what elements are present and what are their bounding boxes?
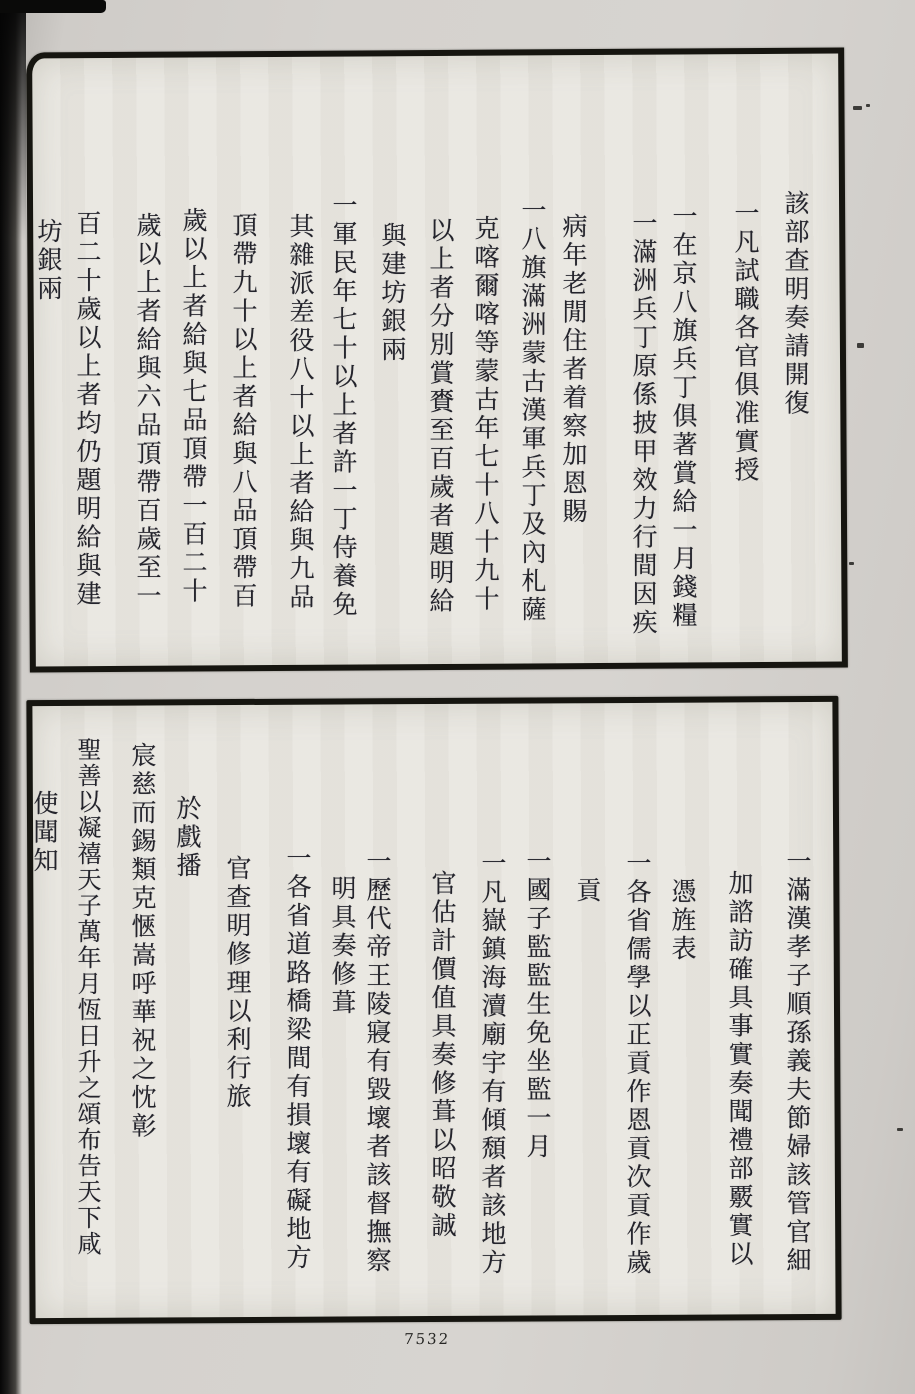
text-column: 一凡試職各官俱准實授 [731, 200, 760, 485]
text-column: 歲以上者給與六品頂帶百歲至一 [133, 212, 162, 611]
text-column: 一滿洲兵丁原係披甲效力行間因疾 [629, 210, 658, 638]
text-column: 百二十歲以上者均仍題明給與建 [73, 210, 102, 609]
text-column: 坊銀兩 [34, 218, 63, 304]
text-column: 頂帶九十以上者給與八品頂帶百 [229, 212, 258, 611]
text-column: 該部查明奏請開復 [781, 190, 810, 418]
text-column: 官估計價值具奏修葺以昭敬誠 [428, 870, 457, 1241]
text-column: 一各省儒學以正貢作恩貢次貢作歲 [623, 850, 652, 1278]
page-number: 7532 [403, 1330, 451, 1348]
text-column: 憑旌表 [668, 878, 697, 964]
text-column: 使聞知 [30, 790, 59, 876]
text-column: 明具奏修葺 [328, 875, 357, 1018]
text-column: 聖善以凝禧天子萬年月恆日升之頌布告天下咸 [73, 737, 101, 1257]
text-column: 一凡嶽鎮海瀆廟宇有傾頹者該地方 [478, 850, 507, 1278]
text-column: 一軍民年七十以上者許一丁侍養免 [329, 192, 358, 620]
text-column: 與建坊銀兩 [378, 222, 407, 365]
scan-speck [857, 343, 864, 348]
text-column: 克喀爾喀等蒙古年七十八十九十 [471, 215, 500, 614]
text-column: 貢 [573, 877, 602, 906]
text-column: 一歷代帝王陵寢有毀壞者該督撫察 [363, 848, 392, 1276]
text-column: 一各省道路橋梁間有損壞有礙地方 [283, 845, 312, 1273]
scan-speck [853, 106, 862, 110]
scan-speck [849, 562, 854, 565]
text-column: 宸慈而錫類克愜嵩呼華祝之忱彰 [128, 742, 157, 1141]
scan-speck [897, 1128, 903, 1131]
text-column: 其雜派差役八十以上者給與九品 [286, 213, 315, 612]
text-column: 官查明修理以利行旅 [223, 855, 252, 1112]
scan-speck [866, 104, 870, 107]
text-column: 一國子監監生免坐監一月 [523, 848, 552, 1162]
text-column: 以上者分別賞賚至百歲者題明給 [426, 217, 455, 616]
text-column: 一在京八旗兵丁俱著賞給一月錢糧 [669, 203, 698, 631]
text-column: 一八旗滿洲蒙古漢軍兵丁及內札薩 [518, 197, 547, 625]
text-column: 一滿漢孝子順孫義夫節婦該管官細 [783, 848, 812, 1276]
book-gutter-shadow-top [0, 0, 26, 240]
scan-edge-bar [0, 0, 106, 13]
text-column: 病年老閒住者着察加恩賜 [559, 213, 588, 527]
text-column: 加諮訪確具事實奏聞禮部覈實以 [725, 870, 754, 1269]
text-column: 於戲播 [173, 795, 202, 881]
text-column: 歲以上者給與七品頂帶一百二十 [179, 207, 208, 606]
